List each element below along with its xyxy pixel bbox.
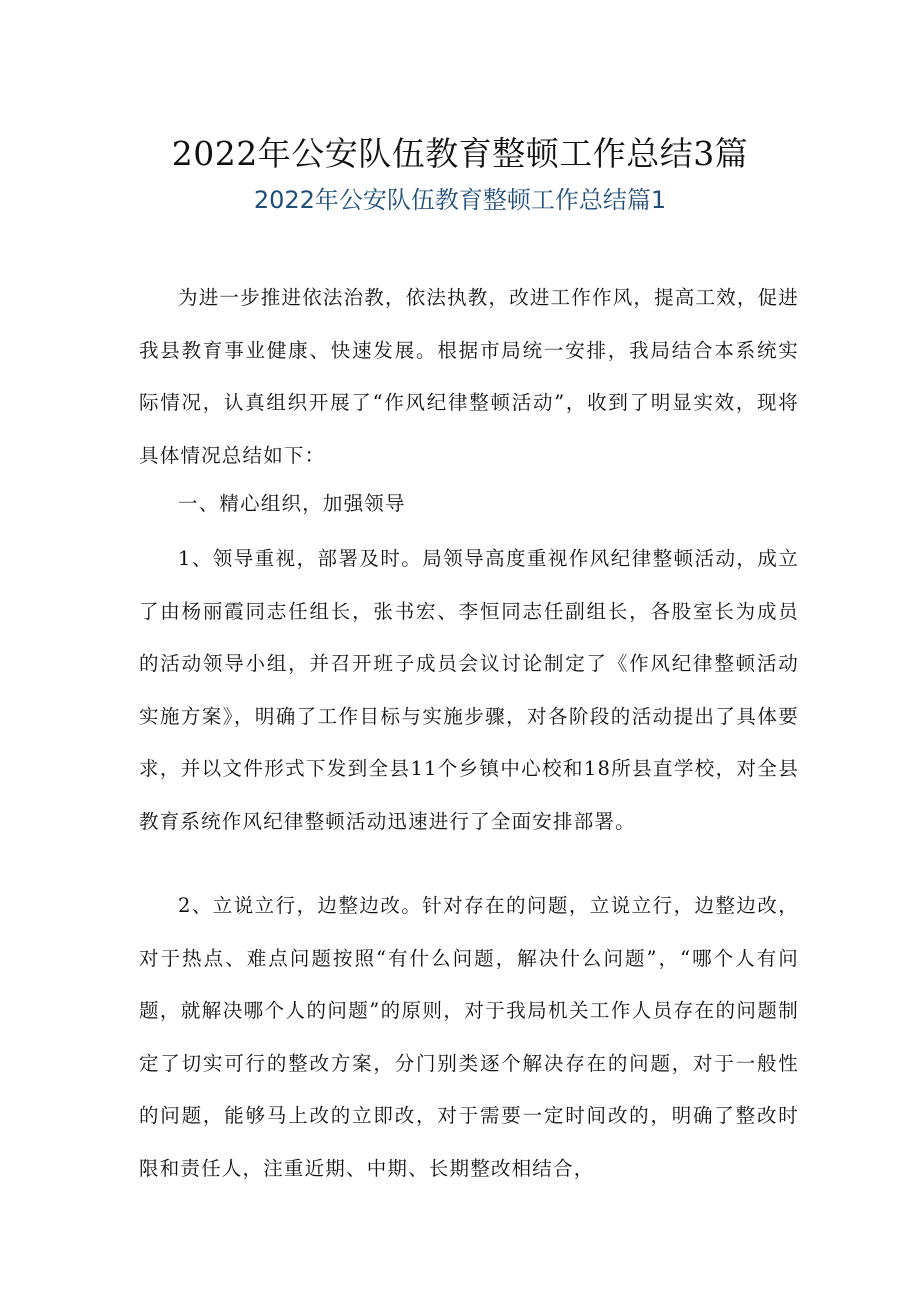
section-subtitle: 2022年公安队伍教育整顿工作总结篇1 [253, 186, 667, 214]
section-heading-1: 一、精心组织，加强领导 [178, 492, 406, 515]
paragraph-intro: 为进一步推进依法治教，依法执教，改进工作作风，提高工效，促进我县教育事业健康、快速发展。根据市局统一安排，我局结合本系统实际情况，认真组织开展了“作风纪律整顿活动”，收到了明显实效，现将具体情况总结如下： [139, 286, 800, 467]
paragraph-item-1: 1、领导重视，部署及时。局领导高度重视作风纪律整顿活动，成立了由杨丽霞同志任组长，张书宏、李恒同志任副组长，各股室长为成员的活动领导小组，并召开班子成员会议讨论制定了《作风纪律整顿活动实施方案》，明确了工作目标与实施步骤，对各阶段的活动提出了具体要求，并以文件形式下发到全县11个乡镇中心校和18所县直学校，对全县教育系统作风纪律整顿活动迅速进行了全面安排部署。 [139, 547, 799, 833]
document-title: 2022年公安队伍教育整顿工作总结3篇 [171, 134, 749, 173]
paragraph-item-2: 2、立说立行，边整边改。针对存在的问题，立说立行，边整边改，对于热点、难点问题按照“有什么问题，解决什么问题”，“哪个人有问题，就解决哪个人的问题”的原则，对于我局机关工作人员存在的问题制定了切实可行的整改方案，分门别类逐个解决存在的问题，对于一般性的问题，能够马上改的立即改，对于需要一定时间改的，明确了整改时限和责任人，注重近期、中期、长期整改相结合， [139, 894, 799, 1180]
